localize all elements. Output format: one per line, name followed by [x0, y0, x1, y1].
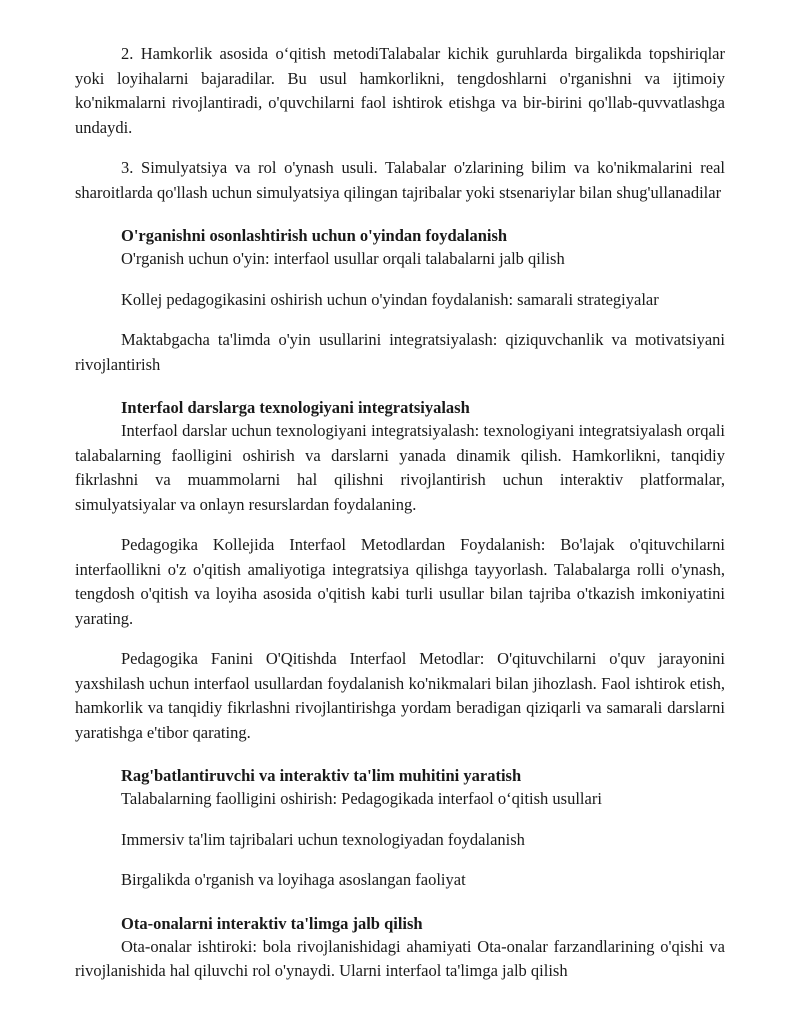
section-heading-environment: Rag'batlantiruvchi va interaktiv ta'lim muhitini yaratish [121, 766, 522, 785]
paragraph-technology-integration: Interfaol darslar uchun texnologiyani integratsiyalash: texnologiyani integratsiyalash orqali talabalarning faolligini oshirish va darslarni yanada dinamik qilish. Hamkorlikni, tanqidiy fikrlashni va muammolarni hal qilishni rivojlantirish uchun interaktiv platformalar, simulyatsiyalar va onlayn resurslardan foydalaning. [75, 421, 725, 514]
paragraph-parents: Ota-onalar ishtiroki: bola rivojlanishidagi ahamiyati Ota-onalar farzandlarining o'qishi va rivojlanishida hal qiluvchi rol o'ynaydi. Ularni interfaol ta'limga jalb qilish [75, 936, 725, 980]
section-heading-parents: Ota-onalarni interaktiv ta'limga jalb qilish [121, 913, 423, 933]
section-heading-games: O'rganishni osonlashtirish uchun o'yindan foydalanish [121, 226, 508, 245]
paragraph-college-methods: Pedagogika Kollejida Interfaol Metodlardan Foydalanish: Bo'lajak o'qituvchilarni interfaollikni o'z o'qitish amaliyotiga integratsiya qilishga tayyorlash. Talabalarga rolli o'ynash, tengdosh o'qitish va loyiha asosida o'qitish kabi turli usullar bilan tajriba o'tkazish imkoniyatini yarating. [75, 535, 725, 628]
list-item: Talabalarning faolligini oshirish: Pedagogikada interfaol o‘qitish usullari [121, 789, 602, 808]
list-item: Immersiv ta'lim tajribalari uchun texnologiyadan foydalanish [121, 829, 525, 849]
list-item: Birgalikda o'rganish va loyihaga asoslangan faoliyat [121, 870, 466, 889]
list-item: Kollej pedagogikasini oshirish uchun o'yindan foydalanish: samarali strategiyalar [121, 289, 659, 309]
paragraph-simulation-method: 3. Simulyatsiya va rol o'ynash usuli. Talabalar o'zlarining bilim va ko'nikmalarini real sharoitlarda qo'llash uchun simulyatsiya qilingan tajribalar yoki stsenariylar bilan shug'ullanadilar [75, 158, 725, 202]
list-item: Maktabgacha ta'limda o'yin usullarini integratsiyalash: qiziquvchanlik va motivatsiyani rivojlantirish [75, 330, 725, 374]
list-item: O'rganish uchun o'yin: interfaol usullar orqali talabalarni jalb qilish [121, 249, 565, 268]
paragraph-pedagogy-methods: Pedagogika Fanini O'Qitishda Interfaol Metodlar: O'qituvchilarni o'quv jarayonini yaxshilash uchun interfaol usullardan foydalanish ko'nikmalari bilan jihozlash. Faol ishtirok etish, hamkorlik va tanqidiy fikrlashni rivojlantirishga yordam beradigan qiziqarli va samarali darslarni yaratishga e'tibor qarating. [75, 649, 725, 742]
paragraph-collaborative-method: 2. Hamkorlik asosida o‘qitish metodiTalabalar kichik guruhlarda birgalikda topshiriqlar yoki loyihalarni bajaradilar. Bu usul hamkorlikni, tengdoshlarni o'rganishni va ijtimoiy ko'nikmalarni rivojlantiradi, o'quvchilarni faol ishtirok etishga va bir-birini qo'llab-quvvatlashga undaydi. [75, 44, 725, 137]
section-heading-technology: Interfaol darslarga texnologiyani integratsiyalash [121, 398, 470, 417]
